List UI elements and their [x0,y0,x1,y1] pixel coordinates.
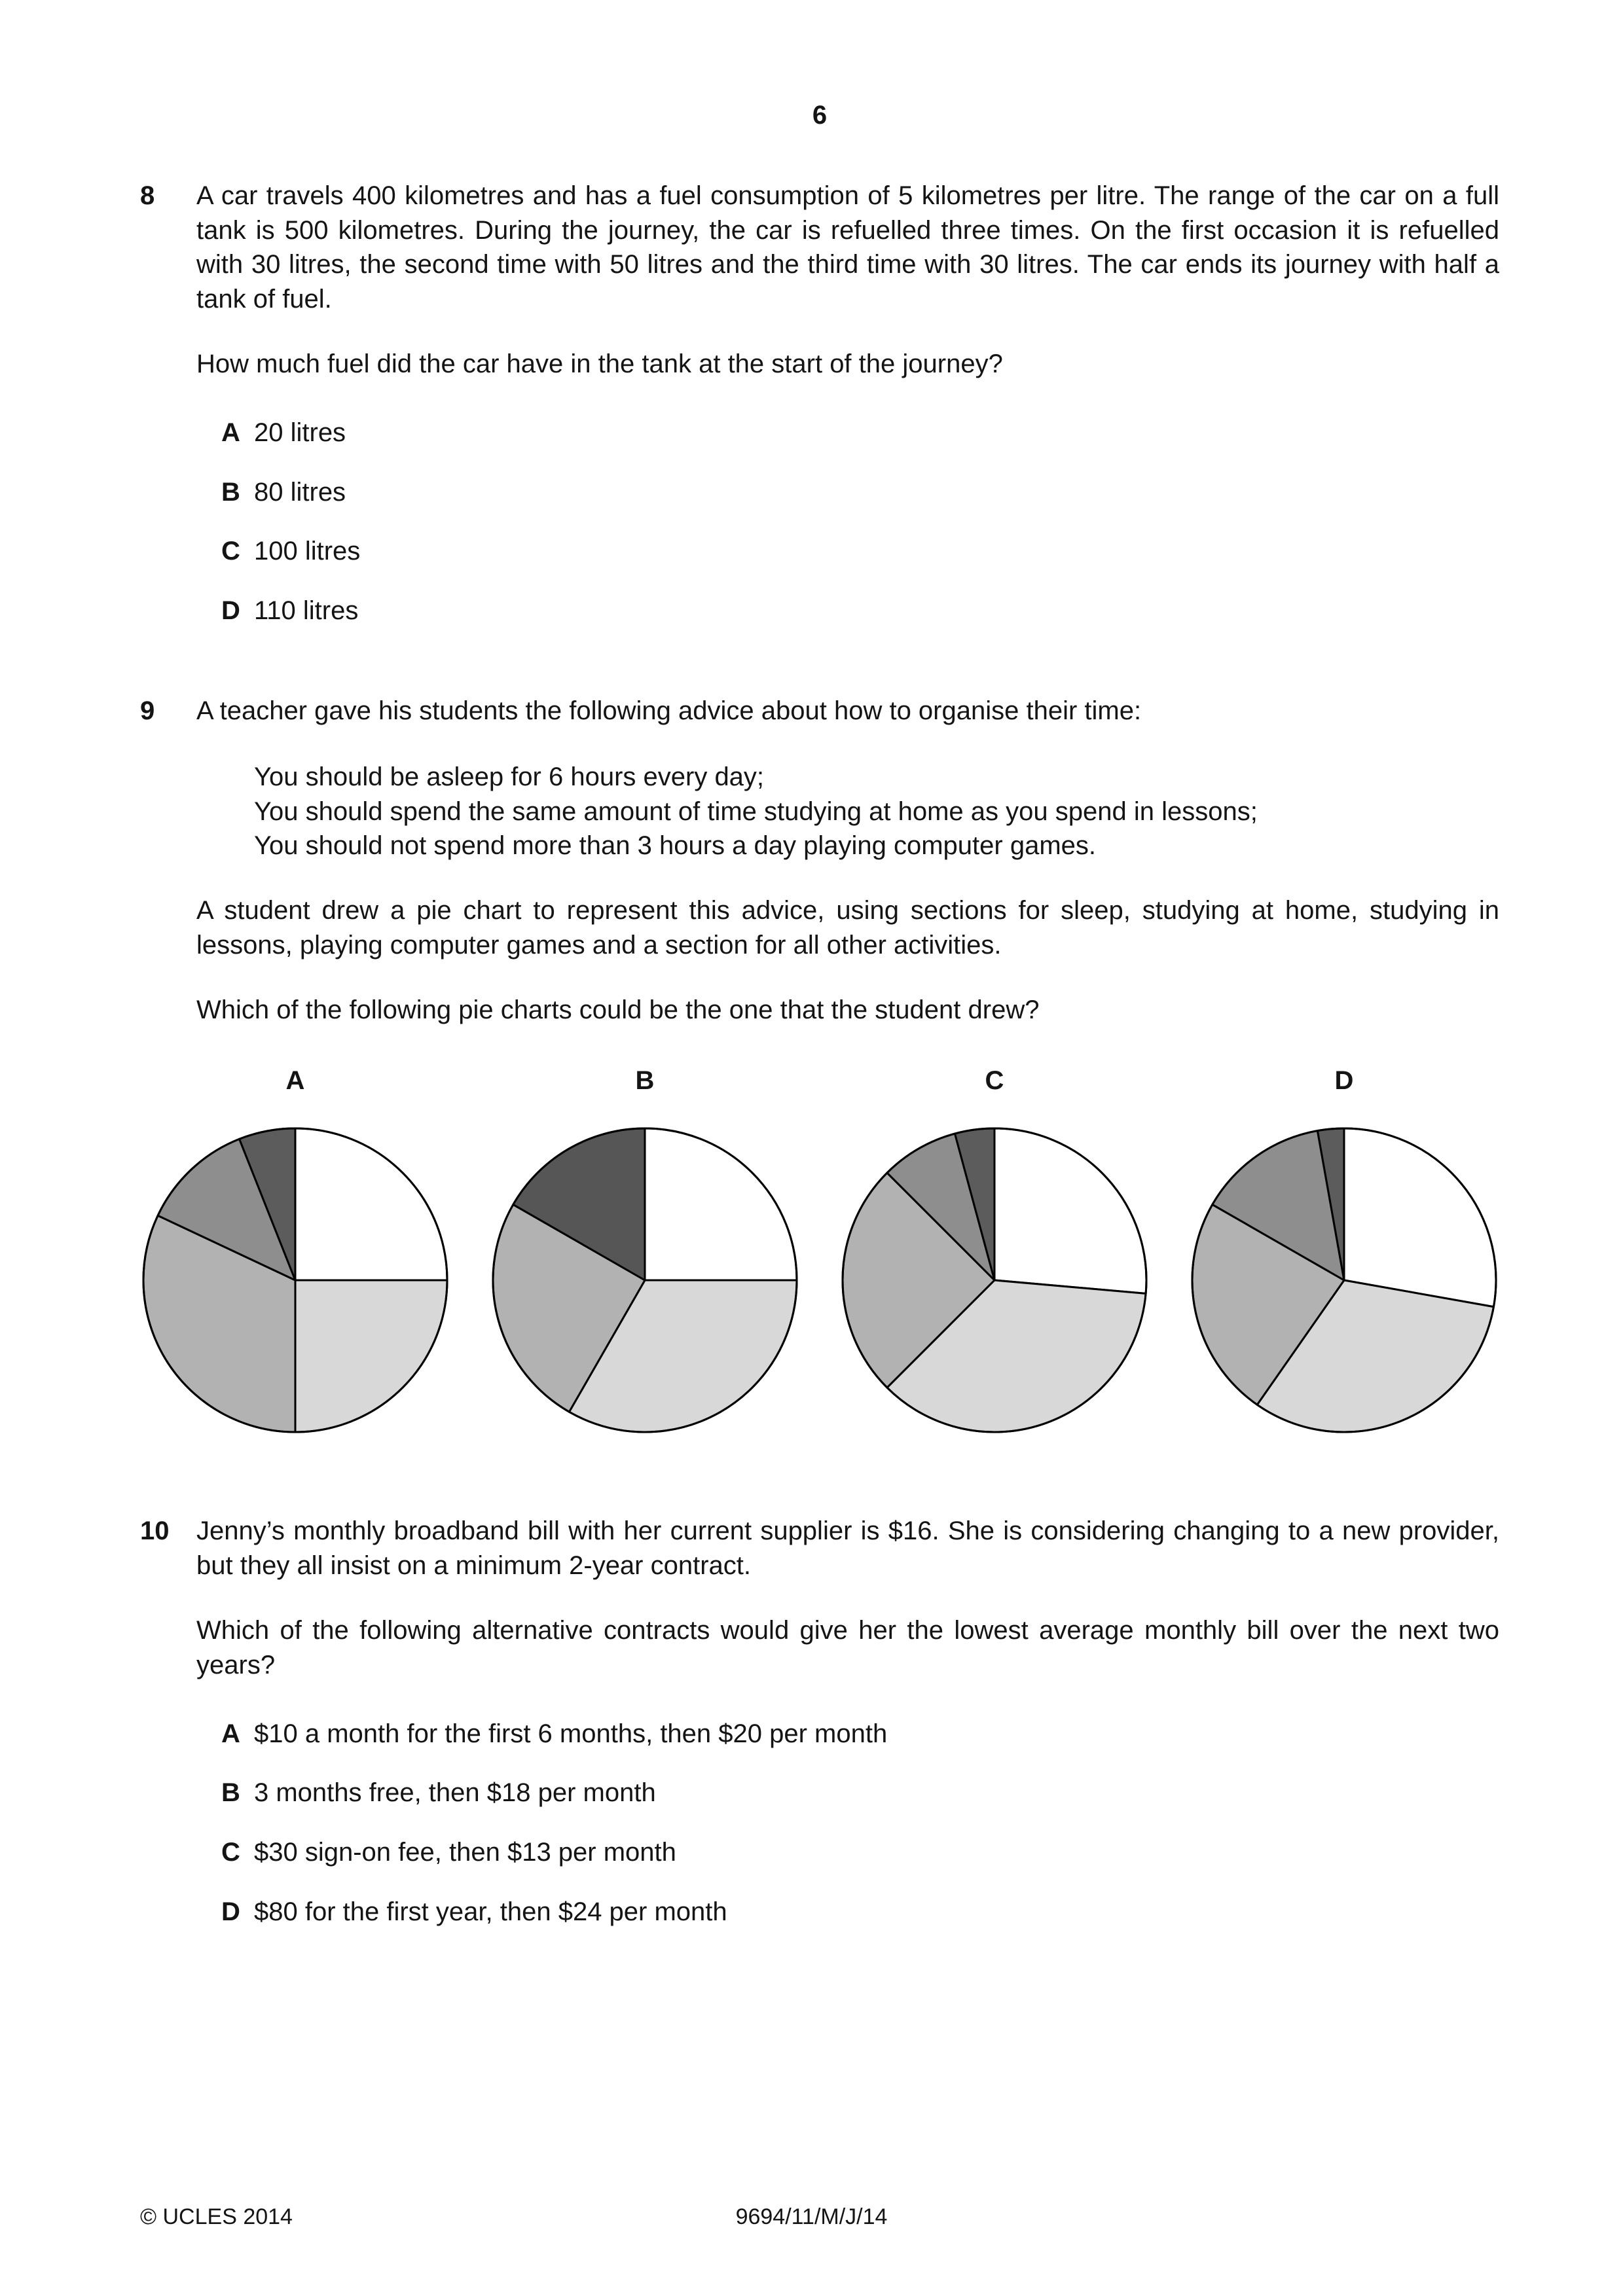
q10-option-b [196,1776,1499,1810]
q10-options [196,1717,1499,1929]
q10-stem: Jenny’s monthly broadband bill with her current supplier is $16. She is considering changing to a new provider, but they all insist on a minimum 2-year contract. [196,1516,1499,1581]
q9-description: A student drew a pie chart to represent this advice, using sections for sleep, studying at home, studying in lessons, playing computer games and a section for all other activities. [196,896,1499,960]
option-text: 80 litres [254,477,346,507]
q8-stem: A car travels 400 kilometres and has a fuel consumption of 5 kilometres per litre. The range of the car on a full tank is 500 kilometres. During the journey, the car is refuelled three times. On the first occasion it is refuelled with 30 litres, the second time with 50 litres and the third time with 30 litres. The car ends its journey with half a tank of fuel. [196,181,1499,314]
pie-chart-d-figure [1189,1125,1499,1435]
option-letter: C [221,537,240,566]
pie-chart-b-label: B [635,1066,655,1095]
option-letter: C [221,1838,240,1867]
option-text: 3 months free, then $18 per month [254,1778,656,1808]
question-body [196,1514,1499,1929]
option-letter: A [221,1719,240,1748]
pie-chart-d [1189,1064,1499,1436]
option-text: 100 litres [254,537,361,566]
q9-question: Which of the following pie charts could be the one that the student drew? [196,995,1040,1024]
pie-chart-a-figure [140,1125,450,1435]
option-text: $10 a month for the first 6 months, then $20 per month [254,1719,888,1748]
pie-chart-a [140,1064,450,1436]
option-letter: B [221,477,240,507]
pie-chart-c-label: C [985,1066,1004,1095]
pie-chart-b-figure [490,1125,800,1435]
q9-advice-list [254,760,1499,863]
q8-option-d [196,594,1499,628]
footer-copyright: © UCLES 2014 [140,2204,293,2230]
option-letter: D [221,1897,240,1926]
question-number: 9 [140,696,155,725]
footer-paper-code: 9694/11/M/J/14 [735,2204,888,2230]
pie-chart-c-figure [839,1125,1150,1435]
q8-option-b [196,475,1499,510]
q8-options [196,416,1499,628]
q10-option-d [196,1895,1499,1929]
question-number: 10 [140,1516,170,1546]
pie-chart-b [490,1064,800,1436]
q9-intro: A teacher gave his students the following advice about how to organise their time: [196,696,1142,725]
option-text: $30 sign-on fee, then $13 per month [254,1838,676,1867]
option-text: 20 litres [254,418,346,447]
advice-line: You should be asleep for 6 hours every day; [254,762,765,791]
question-10 [140,1514,1499,1929]
option-letter: B [221,1778,240,1808]
question-9 [140,694,1499,1435]
question-body [196,179,1499,628]
option-text: $80 for the first year, then $24 per month [254,1897,727,1926]
advice-line: You should not spend more than 3 hours a day playing computer games. [254,831,1097,861]
q8-question: How much fuel did the car have in the tank at the start of the journey? [196,349,1003,378]
option-letter: A [221,418,240,447]
q10-option-a [196,1717,1499,1751]
question-number: 8 [140,181,155,210]
pie-chart-a-label: A [285,1066,305,1095]
question-body [196,694,1499,1435]
q8-option-a [196,416,1499,450]
q10-question: Which of the following alternative contracts would give her the lowest average monthly bill over the next two years? [196,1615,1499,1679]
question-8 [140,179,1499,628]
pie-chart-row [140,1064,1499,1436]
page-footer [0,2202,1623,2232]
page-number: 6 [812,101,828,130]
option-letter: D [221,596,240,626]
option-text: 110 litres [254,596,359,626]
q10-option-c [196,1835,1499,1870]
pie-chart-c [839,1064,1150,1436]
advice-line: You should spend the same amount of time studying at home as you spend in lessons; [254,797,1258,826]
pie-chart-d-label: D [1334,1066,1354,1095]
q8-option-c [196,534,1499,569]
